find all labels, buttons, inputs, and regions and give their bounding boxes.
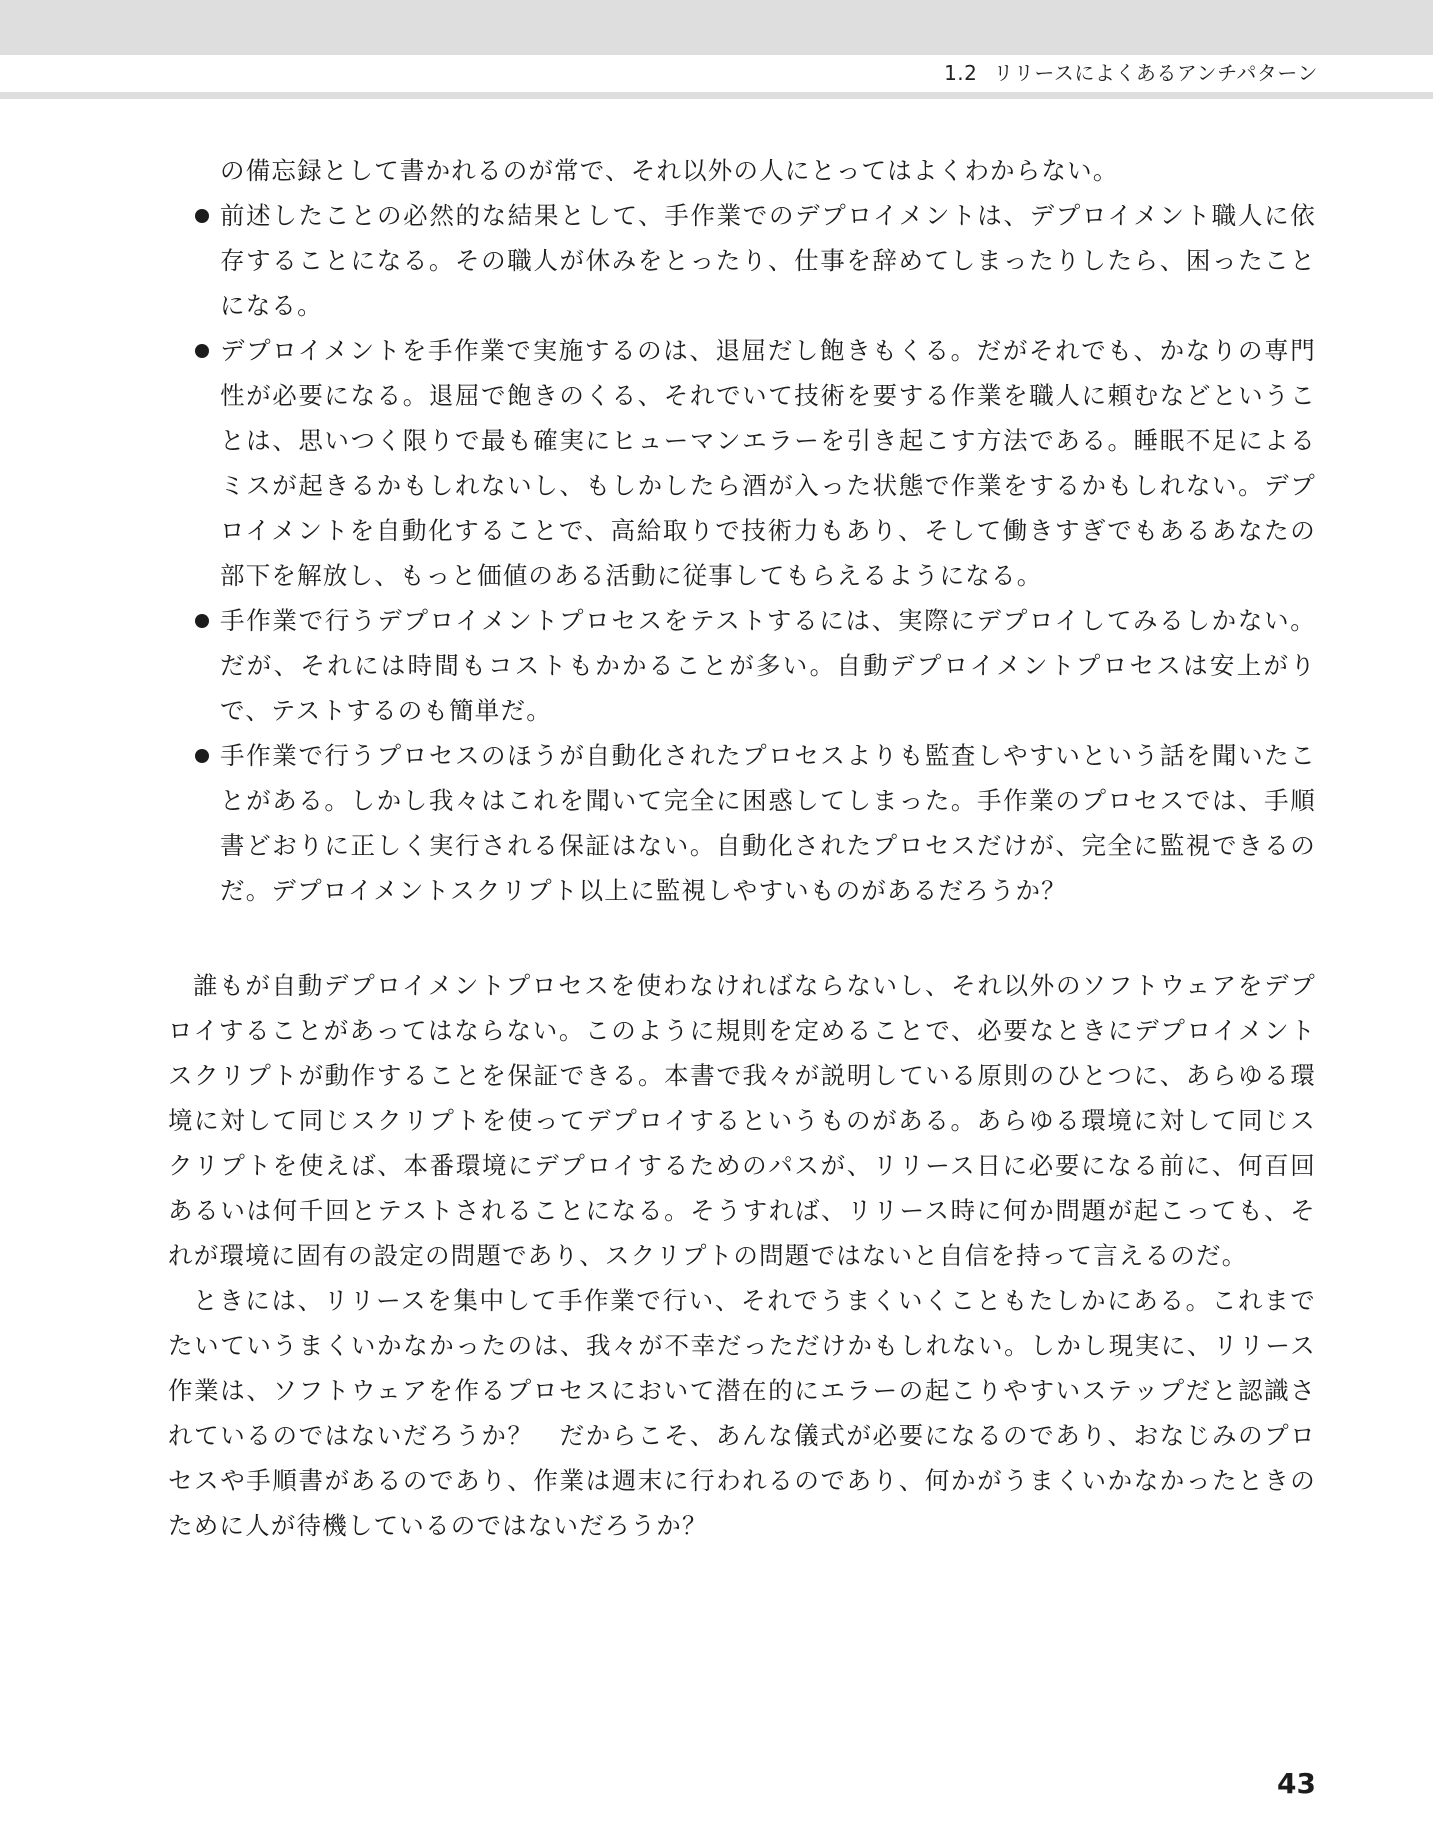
page-body — [168, 148, 1316, 1548]
list-item-text: 手作業で行うデプロイメントプロセスをテストするには、実際にデプロイしてみるしかない。だが、それには時間もコストもかかることが多い。自動デプロイメントプロセスは安上がりで、テストするのも簡単だ。 — [220, 606, 1316, 725]
list-item — [168, 733, 1316, 913]
list-item-text: 前述したことの必然的な結果として、手作業でのデプロイメントは、デプロイメント職人に依存することになる。その職人が休みをとったり、仕事を辞めてしまったりしたら、困ったことになる。 — [220, 201, 1316, 320]
body-paragraph: 誰もが自動デプロイメントプロセスを使わなければならないし、それ以外のソフトウェアをデプロイすることがあってはならない。このように規則を定めることで、必要なときにデプロイメントスクリプトが動作することを保証できる。本書で我々が説明している原則のひとつに、あらゆる環境に対して同じスクリプトを使ってデプロイするというものがある。あらゆる環境に対して同じスクリプトを使えば、本番環境にデプロイするためのパスが、リリース日に必要になる前に、何百回あるいは何千回とテストされることになる。そうすれば、リリース時に何か問題が起こっても、それが環境に固有の設定の問題であり、スクリプトの問題ではないと自信を持って言えるのだ。 — [168, 971, 1316, 1270]
top-band — [0, 0, 1433, 55]
section-number: 1.2 — [944, 61, 978, 85]
bullet-icon — [195, 209, 209, 223]
list-item-text: デプロイメントを手作業で実施するのは、退屈だし飽きもくる。だがそれでも、かなりの専門性が必要になる。退屈で飽きのくる、それでいて技術を要する作業を職人に頼むなどということは、思いつく限りで最も確実にヒューマンエラーを引き起こす方法である。睡眠不足によるミスが起きるかもしれないし、もしかしたら酒が入った状態で作業をするかもしれない。デプロイメントを自動化することで、高給取りで技術力もあり、そして働きすぎでもあるあなたの部下を解放し、もっと価値のある活動に従事してもらえるようになる。 — [220, 336, 1316, 590]
section-title: リリースによくあるアンチパターン — [993, 61, 1318, 85]
list-item — [168, 193, 1316, 328]
list-item-text: 手作業で行うプロセスのほうが自動化されたプロセスよりも監査しやすいという話を聞いたことがある。しかし我々はこれを聞いて完全に困惑してしまった。手作業のプロセスでは、手順書どおりに正しく実行される保証はない。自動化されたプロセスだけが、完全に監視できるのだ。デプロイメントスクリプト以上に監視しやすいものがあるだろうか？ — [220, 741, 1316, 905]
bullet-list — [168, 148, 1316, 913]
body-paragraph: ときには、リリースを集中して手作業で行い、それでうまくいくこともたしかにある。これまでたいていうまくいかなかったのは、我々が不幸だっただけかもしれない。しかし現実に、リリース作業は、ソフトウェアを作るプロセスにおいて潜在的にエラーの起こりやすいステップだと認識されているのではないだろうか？ だからこそ、あんな儀式が必要になるのであり、おなじみのプロセスや手順書があるのであり、作業は週末に行われるのであり、何かがうまくいかなかったときのために人が待機しているのではないだろうか？ — [168, 1286, 1316, 1540]
list-item — [168, 598, 1316, 733]
list-item — [168, 148, 1316, 193]
page-number: 43 — [1277, 1767, 1316, 1800]
list-item-text: の備忘録として書かれるのが常で、それ以外の人にとってはよくわからない。 — [220, 156, 1119, 185]
bullet-icon — [195, 749, 209, 763]
list-item — [168, 328, 1316, 598]
bullet-icon — [195, 614, 209, 628]
header-rule — [0, 92, 1433, 99]
bullet-icon — [195, 344, 209, 358]
running-header — [944, 57, 1318, 89]
